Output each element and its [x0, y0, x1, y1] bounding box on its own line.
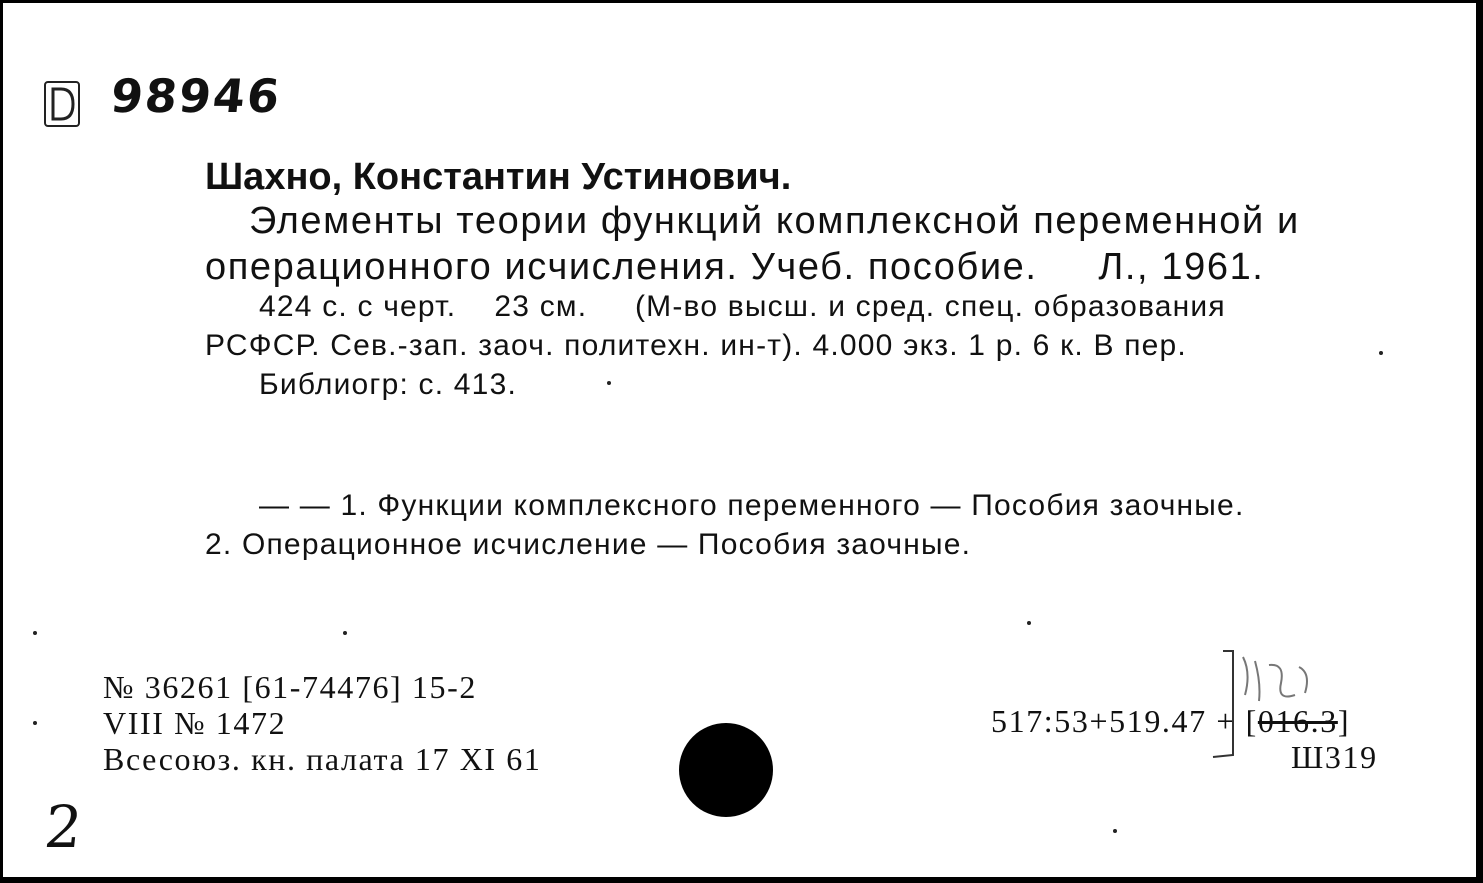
dust-speck	[1113, 829, 1117, 833]
description-line-2: РСФСР. Сев.-зап. заоч. политехн. ин-т). 4.000 экз. 1 р. 6 к. В пер.	[205, 329, 1187, 362]
registry-line-3: Всесоюз. кн. палата 17 XI 61	[103, 741, 542, 777]
catalog-card	[3, 3, 1476, 877]
author-heading: Шахно, Константин Устинович.	[205, 156, 792, 198]
dust-speck	[1379, 351, 1383, 355]
classification-main: 517:53+519.47 + [	[991, 703, 1258, 739]
classification-struck: 016.3	[1257, 703, 1338, 739]
handwritten-corner-mark: 2	[41, 793, 86, 861]
subject-line-2: 2. Операционное исчисление — Пособия заочные.	[205, 528, 972, 561]
punch-hole	[679, 723, 773, 817]
registry-line-1: № 36261 [61-74476] 15-2	[103, 669, 477, 705]
registry-line-2: VIII № 1472	[103, 705, 287, 741]
dust-speck	[33, 631, 37, 635]
subject-line-1: — — 1. Функции комплексного переменного — Пособия заочные.	[259, 489, 1245, 522]
classification-close: ]	[1337, 703, 1351, 739]
dust-speck	[1027, 621, 1031, 625]
dust-speck	[343, 631, 347, 635]
description-line-3: Библиогр: с. 413.	[259, 368, 517, 401]
author-mark: Ш319	[1291, 739, 1378, 775]
dust-speck	[33, 721, 37, 725]
dust-speck	[607, 381, 611, 385]
handwritten-catalog-number: 98946	[108, 69, 284, 123]
title-line-1: Элементы теории функций комплексной переменной и	[249, 200, 1300, 242]
description-line-1: 424 с. с черт. 23 см. (М-во высш. и сред. спец. образования	[259, 290, 1226, 323]
library-stamp-d-icon	[43, 79, 85, 131]
title-line-2: операционного исчисления. Учеб. пособие. Л., 1961.	[205, 246, 1265, 288]
